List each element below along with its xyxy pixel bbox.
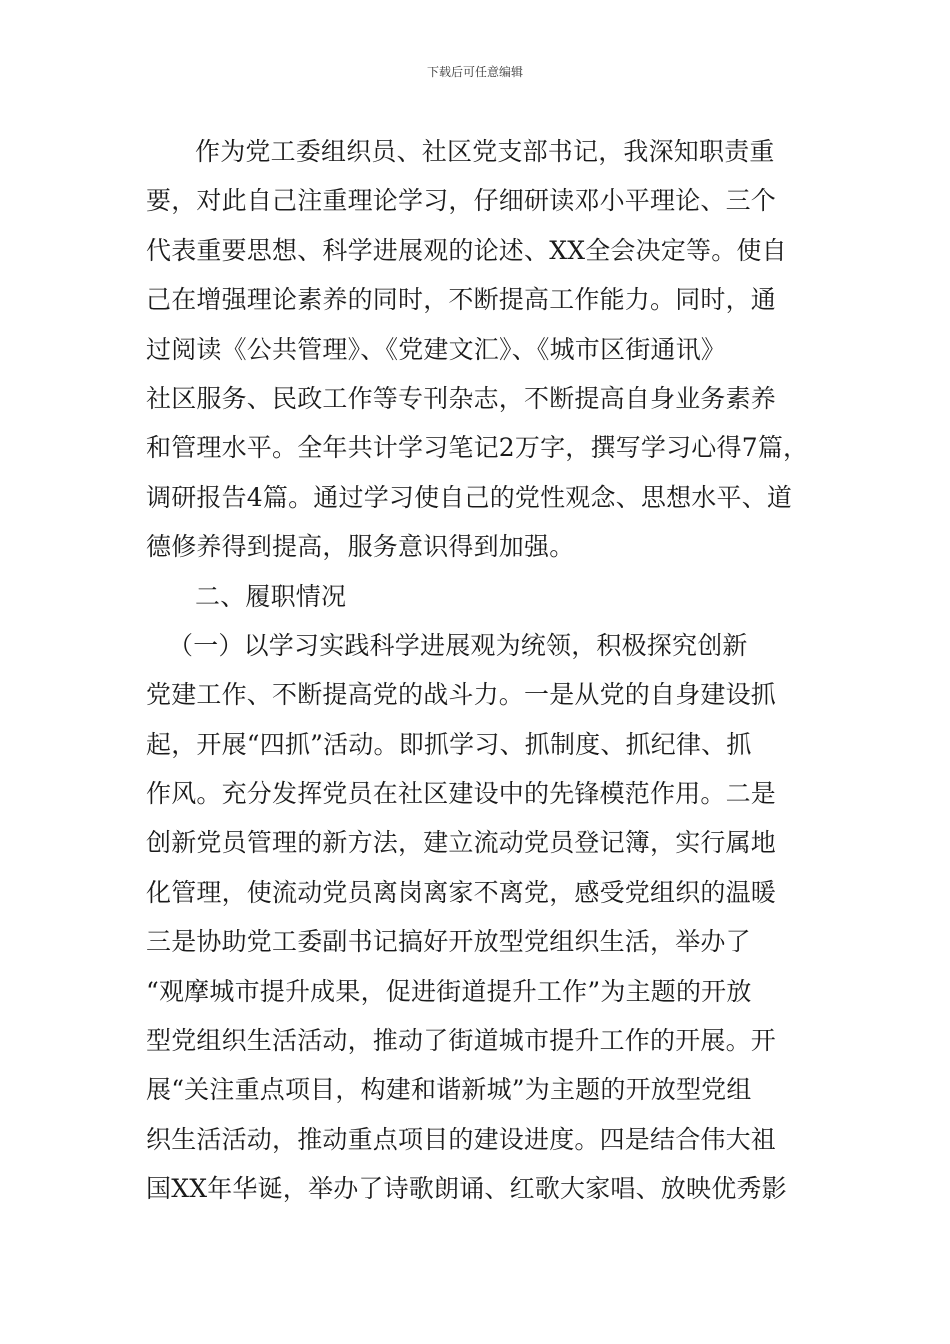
- paragraph-line: 要，对此自己注重理论学习，仔细研读邓小平理论、三个: [146, 186, 777, 216]
- paragraph-line: 化管理，使流动党员离岗离家不离党，感受党组织的温暖: [146, 877, 777, 907]
- paragraph-line: 己在增强理论素养的同时，不断提高工作能力。同时，通: [146, 285, 777, 315]
- paragraph-line: 调研报告4篇。通过学习使自己的党性观念、思想水平、道: [146, 482, 793, 512]
- paragraph-line: 三是协助党工委副书记搞好开放型党组织生活，举办了: [146, 927, 751, 957]
- paragraph-line: 织生活活动，推动重点项目的建设进度。四是结合伟大祖: [146, 1124, 777, 1154]
- paragraph-line: 展“关注重点项目，构建和谐新城”为主题的开放型党组: [146, 1075, 752, 1105]
- paragraph-line: 作为党工委组织员、社区党支部书记，我深知职责重: [195, 137, 775, 166]
- subsection-heading-line: （一）以学习实践科学进展观为统领，积极探究创新: [168, 630, 748, 660]
- document-body: [146, 127, 836, 1214]
- paragraph-line: 过阅读《公共管理》、《党建文汇》、《城市区街通讯》: [146, 334, 727, 364]
- paragraph-line: 国XX年华诞，举办了诗歌朗诵、红歌大家唱、放映优秀影: [146, 1174, 787, 1204]
- paragraph-line: 和管理水平。全年共计学习笔记2万字，撰写学习心得7篇，: [146, 433, 809, 463]
- page-header-note: 下载后可任意编辑: [426, 65, 523, 79]
- paragraph-line: “观摩城市提升成果，促进街道提升工作”为主题的开放: [146, 976, 752, 1006]
- paragraph-line: 起，开展“四抓”活动。即抓学习、抓制度、抓纪律、抓: [146, 729, 752, 759]
- paragraph-line: 代表重要思想、科学进展观的论述、XX全会决定等。使自: [146, 235, 787, 265]
- paragraph-line: 德修养得到提高，服务意识得到加强。: [146, 532, 575, 562]
- paragraph-line: 作风。充分发挥党员在社区建设中的先锋模范作用。二是: [146, 779, 777, 809]
- section-heading: 二、履职情况: [195, 581, 347, 611]
- paragraph-line: 党建工作、不断提高党的战斗力。一是从党的自身建设抓: [146, 680, 777, 710]
- paragraph-line: 型党组织生活活动，推动了街道城市提升工作的开展。开: [146, 1026, 777, 1056]
- paragraph-line: 社区服务、民政工作等专刊杂志，不断提高自身业务素养: [146, 383, 777, 413]
- paragraph-line: 创新党员管理的新方法，建立流动党员登记簿，实行属地: [146, 828, 777, 858]
